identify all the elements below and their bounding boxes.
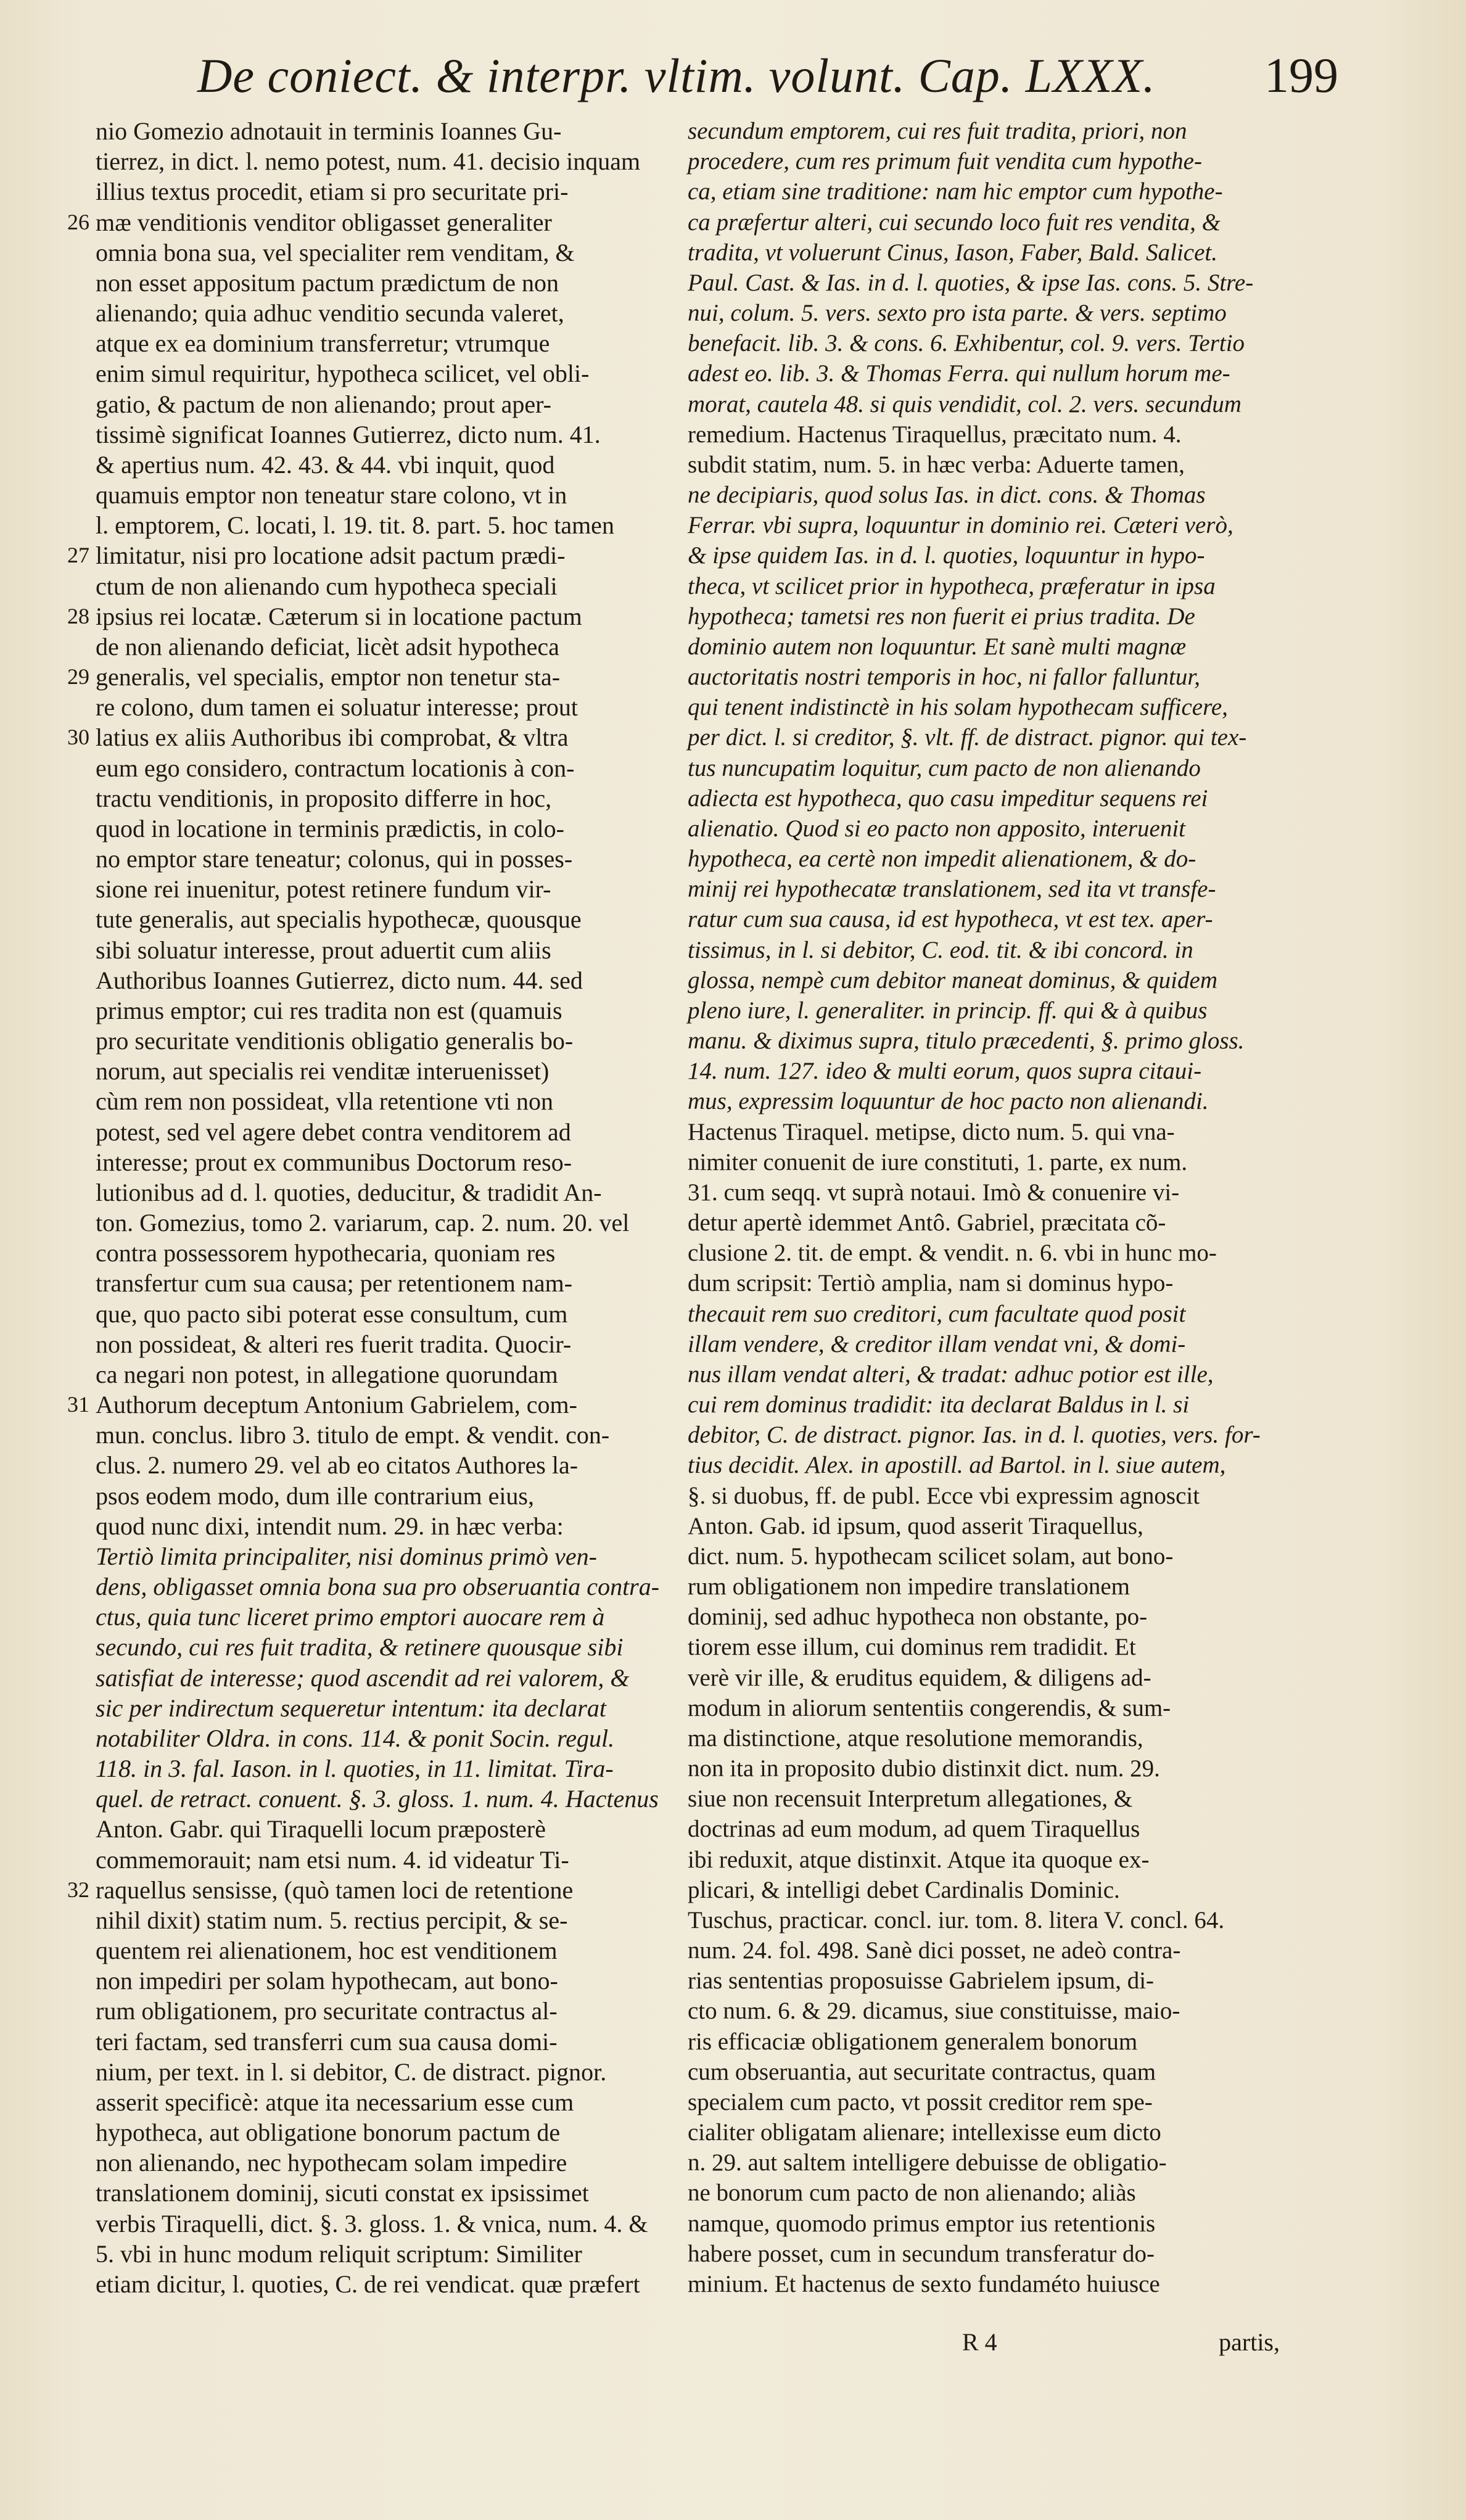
- text-line: nio Gomezio adnotauit in terminis Ioannes Gu-: [96, 117, 562, 145]
- text-line: non alienando, nec hypothecam solam impedire: [96, 2149, 567, 2177]
- text-line: ne decipiaris, quod solus Ias. in dict. cons. & Thomas: [688, 482, 1206, 508]
- text-line: tissimè significat Ioannes Gutierrez, dicto num. 41.: [96, 420, 601, 448]
- text-line: alienatio. Quod si eo pacto non apposito, interuenit: [688, 815, 1186, 842]
- text-line: ratur cum sua causa, id est hypotheca, vt est tex. aper-: [688, 906, 1213, 933]
- text-line: de non alienando deficiat, licèt adsit hypotheca: [96, 632, 559, 661]
- text-line: Anton. Gabr. qui Tiraquelli locum præposterè: [96, 1815, 546, 1843]
- text-line: l. emptorem, C. locati, l. 19. tit. 8. part. 5. hoc tamen: [96, 511, 614, 540]
- text-line: ca, etiam sine traditione: nam hic emptor cum hypothe-: [688, 178, 1223, 205]
- text-line: dominij, sed adhuc hypotheca non obstante, po-: [688, 1604, 1148, 1631]
- text-line: quod in locatione in terminis prædictis, in colo-: [96, 814, 564, 842]
- text-line: Ferrar. vbi supra, loquuntur in dominio rei. Cæteri verò,: [688, 512, 1233, 539]
- text-line: siue non recensuit Interpretum allegationes, &: [688, 1785, 1133, 1813]
- text-line: 31. cum seqq. vt suprà notaui. Imò & conuenire vi-: [688, 1179, 1180, 1206]
- text-line: satisfiat de interesse; quod ascendit ad rei valorem, &: [96, 1663, 630, 1692]
- text-line: subdit statim, num. 5. in hæc verba: Aduerte tamen,: [688, 451, 1185, 478]
- text-line: glossa, nempè cum debitor maneat dominus, & quidem: [688, 966, 1217, 994]
- text-line: non ita in proposito dubio distinxit dict. num. 29.: [688, 1755, 1160, 1782]
- text-line: Tuschus, practicar. concl. iur. tom. 8. litera V. concl. 64.: [688, 1906, 1225, 1933]
- text-line: pleno iure, l. generaliter. in princip. ff. qui & à quibus: [688, 997, 1208, 1024]
- text-line: tradita, vt voluerunt Cinus, Iason, Faber, Bald. Salicet.: [688, 239, 1218, 266]
- text-line: tractu venditionis, in proposito differre in hoc,: [96, 784, 552, 812]
- text-line: dominio autem non loquuntur. Et sanè multi magnæ: [688, 633, 1187, 660]
- text-line: debitor, C. de distract. pignor. Ias. in d. l. quoties, vers. for-: [688, 1422, 1261, 1449]
- text-line: ton. Gomezius, tomo 2. variarum, cap. 2. num. 20. vel: [96, 1209, 630, 1237]
- text-line: notabiliter Oldra. in cons. 114. & ponit Socin. regul.: [96, 1724, 615, 1752]
- text-line: dict. num. 5. hypothecam scilicet solam, aut bono-: [688, 1542, 1174, 1570]
- text-line: nium, per text. in l. si debitor, C. de distract. pignor.: [96, 2057, 607, 2086]
- text-line: ibi reduxit, atque distinxit. Atque ita quoque ex-: [688, 1846, 1150, 1873]
- text-line: cùm rem non possideat, vlla retentione vti non: [96, 1087, 554, 1116]
- text-line: habere posset, cum in secundum transferatur do-: [688, 2240, 1155, 2267]
- text-line: quel. de retract. conuent. §. 3. gloss. 1. num. 4. Hactenus: [96, 1785, 659, 1813]
- text-line: quod nunc dixi, intendit num. 29. in hæc verba:: [96, 1512, 564, 1540]
- text-line: minium. Et hactenus de sexto fundaméto huiusce: [688, 2270, 1160, 2297]
- text-line: que, quo pacto sibi poterat esse consultum, cum: [96, 1299, 568, 1328]
- text-line: hypotheca, ea certè non impedit alienationem, & do-: [688, 846, 1196, 872]
- text-line: adest eo. lib. 3. & Thomas Ferra. qui nullum horum me-: [688, 360, 1230, 387]
- text-line: pro securitate venditionis obligatio generalis bo-: [96, 1027, 574, 1055]
- text-line: mus, expressim loquuntur de hoc pacto non alienandi.: [688, 1088, 1209, 1115]
- margin-note-number: 27: [67, 543, 89, 568]
- text-line: commemorauit; nam etsi num. 4. id videatur Ti-: [96, 1845, 569, 1874]
- text-line: norum, aut specialis rei venditæ interuenisset): [96, 1057, 550, 1085]
- text-line: gatio, & pactum de non alienando; prout aper-: [96, 390, 551, 418]
- text-line: doctrinas ad eum modum, ad quem Tiraquellus: [688, 1816, 1140, 1843]
- text-line: contra possessorem hypothecaria, quoniam res: [96, 1239, 556, 1267]
- text-line: non esset appositum pactum prædictum de non: [96, 268, 559, 297]
- margin-note-number: 30: [67, 725, 89, 750]
- text-line: secundo, cui res fuit tradita, & retinere quousque sibi: [96, 1633, 624, 1661]
- text-line: atque ex ea dominium transferretur; vtrumque: [96, 329, 550, 358]
- text-line: quamuis emptor non teneatur stare colono, vt in: [96, 481, 567, 509]
- text-line: detur apertè idemmet Antô. Gabriel, præcitata cõ-: [688, 1209, 1166, 1236]
- text-line: nui, colum. 5. vers. sexto pro ista parte. & vers. septimo: [688, 300, 1227, 326]
- text-line: clusione 2. tit. de empt. & vendit. n. 6. vbi in hunc mo-: [688, 1240, 1217, 1267]
- text-line: tiorem esse illum, cui dominus rem tradidit. Et: [688, 1634, 1136, 1661]
- signature-mark: R 4: [962, 2328, 997, 2356]
- text-line: nus illam vendat alteri, & tradat: adhuc potior est ille,: [688, 1361, 1214, 1388]
- text-line: raquellus sensisse, (quò tamen loci de retentione: [96, 1876, 574, 1904]
- text-line: benefacit. lib. 3. & cons. 6. Exhibentur, col. 9. vers. Tertio: [688, 330, 1245, 357]
- text-line: translationem dominij, sicuti constat ex ipsissimet: [96, 2179, 589, 2207]
- text-line: Anton. Gab. id ipsum, quod asserit Tiraquellus,: [688, 1512, 1143, 1539]
- text-line: primus emptor; cui res tradita non est (quamuis: [96, 996, 562, 1024]
- text-line: transfertur cum sua causa; per retentionem nam-: [96, 1269, 573, 1298]
- text-line: Authoribus Ioannes Gutierrez, dicto num. 44. sed: [96, 966, 583, 994]
- text-line: no emptor stare teneatur; colonus, qui in posses-: [96, 845, 573, 873]
- text-line: sic per indirectum sequeretur intentum: ita declarat: [96, 1694, 606, 1722]
- text-line: 5. vbi in hunc modum reliquit scriptum: Similiter: [96, 2239, 582, 2268]
- text-line: potest, sed vel agere debet contra venditorem ad: [96, 1118, 571, 1146]
- text-line: mæ venditionis venditor obligasset generaliter: [96, 208, 552, 236]
- text-line: ipsius rei locatæ. Cæterum si in locatione pactum: [96, 602, 582, 630]
- text-line: num. 24. fol. 498. Sanè dici posset, ne adeò contra-: [688, 1937, 1181, 1964]
- text-line: omnia bona sua, vel specialiter rem venditam, &: [96, 238, 575, 266]
- text-line: tius decidit. Alex. in apostill. ad Bartol. in l. siue autem,: [688, 1452, 1226, 1479]
- text-line: nihil dixit) statim num. 5. rectius percipit, & se-: [96, 1906, 568, 1934]
- text-line: cto num. 6. & 29. dicamus, siue constituisse, maio-: [688, 1998, 1180, 2025]
- text-line: auctoritatis nostri temporis in hoc, ni fallor falluntur,: [688, 664, 1200, 690]
- text-line: cum obseruantia, aut securitate contractus, quam: [688, 2058, 1156, 2085]
- text-line: re colono, dum tamen ei soluatur interesse; prout: [96, 693, 579, 722]
- text-line: generalis, vel specialis, emptor non tenetur sta-: [96, 663, 561, 691]
- text-line: limitatur, nisi pro locatione adsit pactum prædi-: [96, 541, 566, 570]
- text-line: rum obligationem, pro securitate contractus al-: [96, 1997, 558, 2025]
- text-line: psos eodem modo, dum ille contrarium eius,: [96, 1481, 534, 1510]
- text-line: ca negari non potest, in allegatione quorundam: [96, 1360, 558, 1388]
- text-line: manu. & diximus supra, titulo præcedenti, §. primo gloss.: [688, 1027, 1245, 1054]
- page-number: 199: [1264, 49, 1338, 103]
- text-line: procedere, cum res primum fuit vendita cum hypothe-: [688, 148, 1202, 175]
- text-line: & apertius num. 42. 43. & 44. vbi inquit, quod: [96, 450, 555, 479]
- text-line: tierrez, in dict. l. nemo potest, num. 41. decisio inquam: [96, 147, 641, 176]
- margin-note-number: 28: [67, 603, 89, 628]
- text-line: theca, vt scilicet prior in hypotheca, præferatur in ipsa: [688, 572, 1216, 599]
- text-line: morat, cautela 48. si quis vendidit, col. 2. vers. secundum: [688, 390, 1242, 418]
- text-line: mun. conclus. libro 3. titulo de empt. & vendit. con-: [96, 1421, 610, 1449]
- text-line: alienando; quia adhuc venditio secunda valeret,: [96, 299, 564, 327]
- text-line: n. 29. aut saltem intelligere debuisse de obligatio-: [688, 2149, 1167, 2176]
- right-text-column: [688, 116, 1280, 2299]
- text-line: thecauit rem suo creditori, cum facultate quod posit: [688, 1300, 1186, 1327]
- text-line: qui tenent indistinctè in his solam hypothecam sufficere,: [688, 694, 1228, 721]
- text-line: ctus, quia tunc liceret primo emptori auocare rem à: [96, 1603, 605, 1631]
- text-line: sibi soluatur interesse, prout aduertit cum aliis: [96, 936, 551, 964]
- text-line: ca præfertur alteri, cui secundo loco fuit res vendita, &: [688, 208, 1221, 236]
- text-line: tissimus, in l. si debitor, C. eod. tit. & ibi concord. in: [688, 936, 1193, 963]
- margin-note-number: 29: [67, 664, 89, 689]
- text-line: hypotheca; tametsi res non fuerit ei prius tradita. De: [688, 603, 1195, 630]
- text-line: ris efficaciæ obligationem generalem bonorum: [688, 2028, 1138, 2055]
- text-line: ma distinctione, atque resolutione memorandis,: [688, 1724, 1143, 1752]
- text-line: latius ex aliis Authoribus ibi comprobat, & vltra: [96, 723, 569, 752]
- text-line: lutionibus ad d. l. quoties, deducitur, & tradidit An-: [96, 1178, 602, 1206]
- margin-note-number: 31: [67, 1392, 89, 1417]
- text-line: 118. in 3. fal. Iason. in l. quoties, in 11. limitat. Tira-: [96, 1755, 614, 1782]
- text-line: Tertiò limita principaliter, nisi dominus primò ven-: [96, 1542, 597, 1570]
- text-line: minij rei hypothecatæ translationem, sed ita vt transfe-: [688, 876, 1216, 903]
- text-line: cui rem dominus tradidit: ita declarat Baldus in l. si: [688, 1391, 1190, 1418]
- text-line: rum obligationem non impedire translationem: [688, 1573, 1130, 1600]
- text-line: plicari, & intelligi debet Cardinalis Dominic.: [688, 1876, 1120, 1903]
- text-line: hypotheca, aut obligatione bonorum pactum de: [96, 2119, 561, 2146]
- text-line: Paul. Cast. & Ias. in d. l. quoties, & ipse Ias. cons. 5. Stre-: [688, 269, 1254, 296]
- text-line: rias sententias proposuisse Gabrielem ipsum, di-: [688, 1967, 1155, 1995]
- text-line: tute generalis, aut specialis hypothecæ, quousque: [96, 905, 582, 934]
- text-line: Authorum deceptum Antonium Gabrielem, com-: [96, 1391, 577, 1419]
- text-line: adiecta est hypotheca, quo casu impeditur sequens rei: [688, 784, 1208, 812]
- page-footer: [688, 2328, 1280, 2365]
- text-line: illius textus procedit, etiam si pro securitate pri-: [96, 178, 569, 206]
- running-title: De coniect. & interpr. vltim. volunt. Cap. LXXX.: [197, 49, 1156, 102]
- text-line: nimiter conuenit de iure constituti, 1. parte, ex num.: [688, 1148, 1188, 1176]
- text-line: per dict. l. si creditor, §. vlt. ff. de distract. pignor. qui tex-: [688, 724, 1247, 751]
- text-line: remedium. Hactenus Tiraquellus, præcitato num. 4.: [688, 421, 1182, 448]
- text-line: clus. 2. numero 29. vel ab eo citatos Authores la-: [96, 1451, 579, 1480]
- text-line: quentem rei alienationem, hoc est venditionem: [96, 1937, 558, 1964]
- text-line: interesse; prout ex communibus Doctorum reso-: [96, 1148, 572, 1176]
- text-line: & ipse quidem Ias. in d. l. quoties, loquuntur in hypo-: [688, 542, 1205, 569]
- text-line: ctum de non alienando cum hypotheca speciali: [96, 572, 558, 600]
- text-line: modum in aliorum sententiis congerendis, & sum-: [688, 1694, 1171, 1721]
- text-line: eum ego considero, contractum locationis à con-: [96, 754, 575, 782]
- margin-note-number: 32: [67, 1877, 89, 1902]
- text-line: dum scripsit: Tertiò amplia, nam si dominus hypo-: [688, 1270, 1174, 1297]
- text-line: tus nuncupatim loquitur, cum pacto de non alienando: [688, 754, 1201, 781]
- text-line: cialiter obligatam alienare; intellexisse eum dicto: [688, 2119, 1161, 2146]
- text-line: ne bonorum cum pacto de non alienando; aliàs: [688, 2180, 1136, 2207]
- text-line: dens, obligasset omnia bona sua pro obseruantia contra-: [96, 1573, 660, 1600]
- text-line: non possideat, & alteri res fuerit tradita. Quocir-: [96, 1330, 572, 1358]
- text-line: namque, quomodo primus emptor ius retentionis: [688, 2210, 1156, 2237]
- text-line: secundum emptorem, cui res fuit tradita, priori, non: [688, 118, 1187, 144]
- margin-note-number: 26: [67, 209, 89, 234]
- text-line: non impediri per solam hypothecam, aut bono-: [96, 1967, 558, 1995]
- text-line: etiam dicitur, l. quoties, C. de rei vendicat. quæ præfert: [96, 2270, 640, 2298]
- text-line: enim simul requiritur, hypotheca scilicet, vel obli-: [96, 360, 590, 388]
- text-line: 14. num. 127. ideo & multi eorum, quos supra citaui-: [688, 1058, 1202, 1085]
- text-line: sione rei inuenitur, potest retinere fundum vir-: [96, 875, 551, 904]
- left-text-column: [67, 116, 688, 2299]
- text-line: teri factam, sed transferri cum sua causa domi-: [96, 2027, 558, 2056]
- text-line: asserit specificè: atque ita necessarium esse cum: [96, 2088, 574, 2116]
- page-header: [185, 48, 1338, 116]
- text-line: verbis Tiraquelli, dict. §. 3. gloss. 1. & vnica, num. 4. &: [96, 2209, 648, 2238]
- text-line: Hactenus Tiraquel. metipse, dicto num. 5. qui vna-: [688, 1118, 1175, 1145]
- text-line: §. si duobus, ff. de publ. Ecce vbi expressim agnoscit: [688, 1482, 1200, 1509]
- text-line: illam vendere, & creditor illam vendat vni, & domi-: [688, 1330, 1186, 1357]
- catchword: partis,: [1219, 2328, 1280, 2356]
- text-line: specialem cum pacto, vt possit creditor rem spe-: [688, 2088, 1153, 2115]
- text-line: verè vir ille, & eruditus equidem, & diligens ad-: [688, 1664, 1151, 1691]
